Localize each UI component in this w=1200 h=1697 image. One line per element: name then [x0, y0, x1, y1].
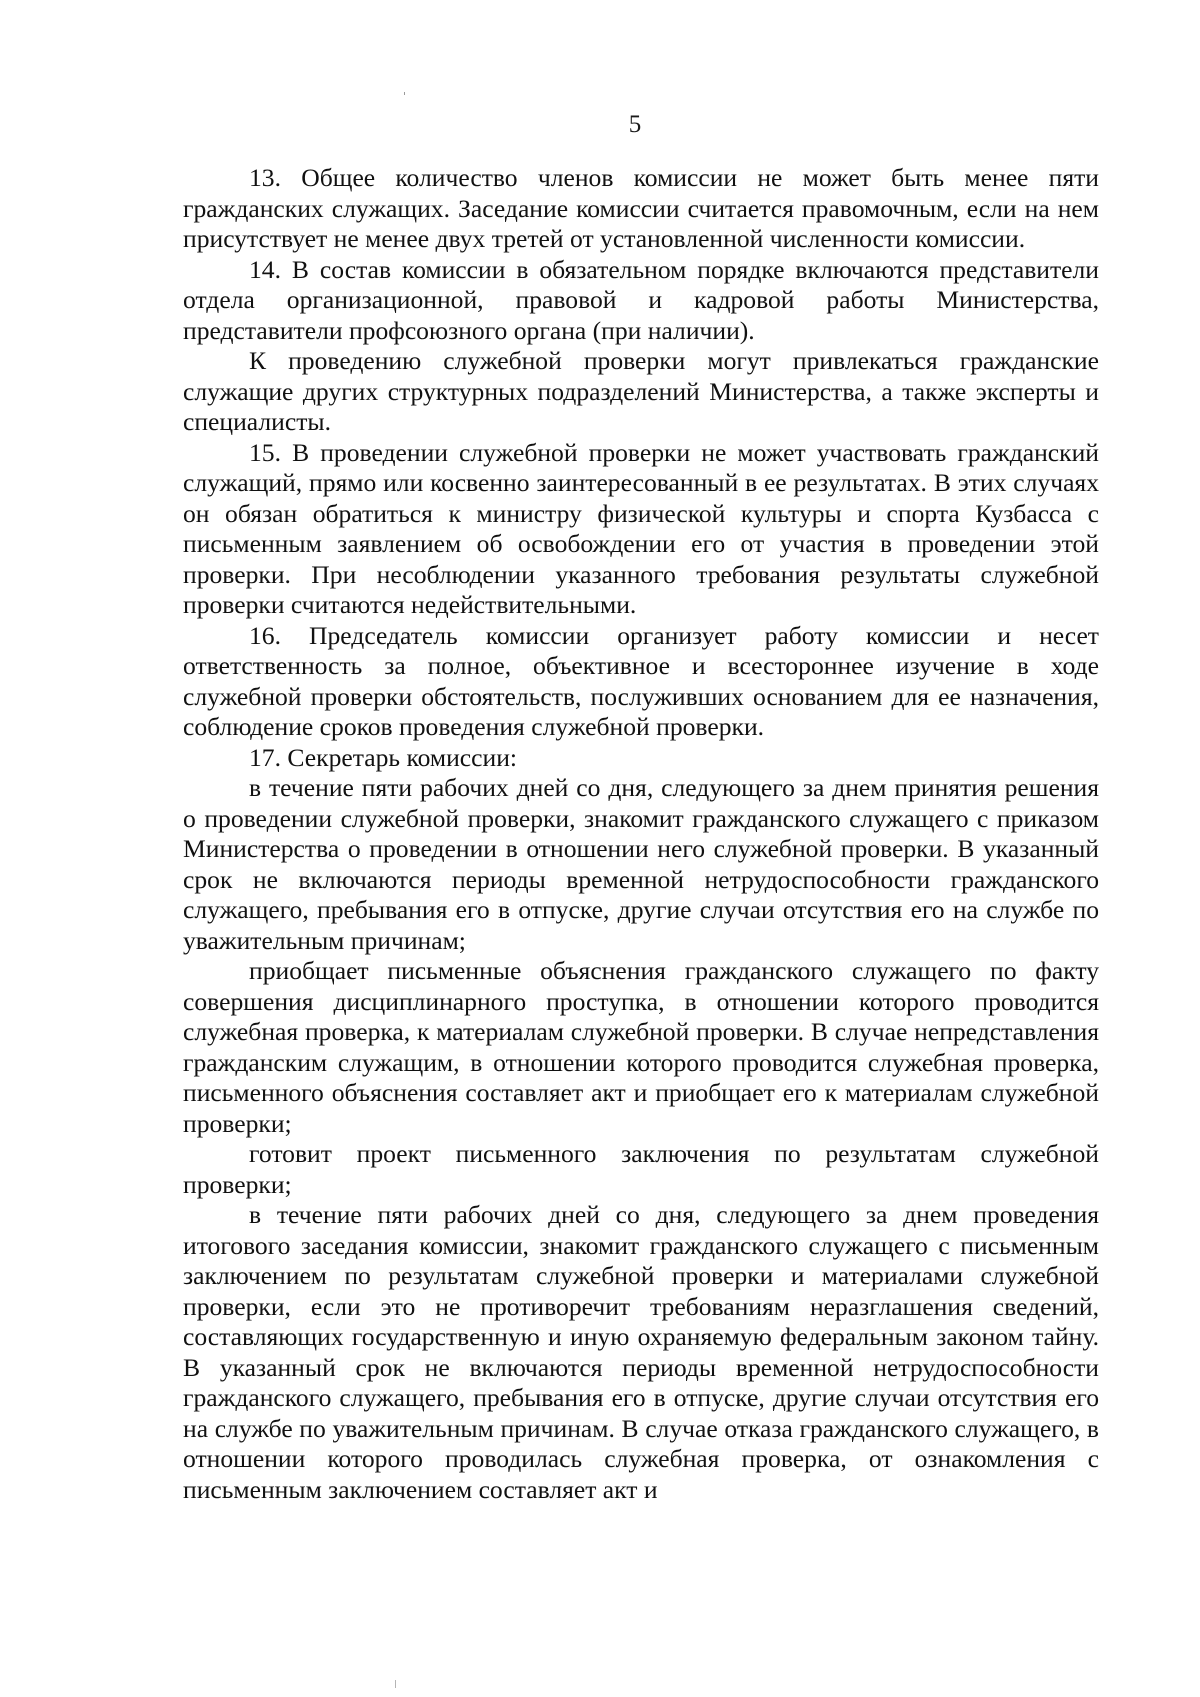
paragraph-16: 16. Председатель комиссии организует работу комиссии и несет ответственность за полное, объективное и всестороннее изучение в ходе служебной проверки обстоятельств, послуживших основанием для ее назначения, соблюдение сроков проведения служебной проверки. — [183, 620, 1099, 741]
paragraph-17-item-3: готовит проект письменного заключения по результатам служебной проверки; — [183, 1139, 1099, 1199]
page-number: 5 — [628, 111, 642, 138]
paragraph-17-item-2: приобщает письменные объяснения гражданского служащего по факту совершения дисциплинарного проступка, в отношении которого проводится служебная проверка, к материалам служебной проверки. В случае непредставления гражданским служащим, в отношении которого проводится служебная проверка, письменного объяснения составляет акт и приобщает его к материалам служебной проверки; — [183, 956, 1099, 1138]
paragraph-15: 15. В проведении служебной проверки не может участвовать гражданский служащий, прямо или косвенно заинтересованный в ее результатах. В этих случаях он обязан обратиться к министру физической культуры и спорта Кузбасса с письменным заявлением об освобождении его от участия в проведении этой проверки. При несоблюдении указанного требования результаты служебной проверки считаются недействительными. — [183, 437, 1099, 619]
paragraph-14-continued: К проведению служебной проверки могут привлекаться гражданские служащие других структурных подразделений Министерства, а также эксперты и специалисты. — [183, 346, 1099, 436]
paragraph-17-item-4: в течение пяти рабочих дней со дня, следующего за днем проведения итогового заседания комиссии, знакомит гражданского служащего с письменным заключением по результатам служебной проверки и материалами служебной проверки, если это не противоречит требованиям неразглашения сведений, составляющих государственную и иную охраняемую федеральным законом тайну. В указанный срок не включаются периоды временной нетрудоспособности гражданского служащего, пребывания его в отпуске, другие случаи отсутствия его на службе по уважительным причинам. В случае отказа гражданского служащего, в отношении которого проводилась служебная проверка, от ознакомления с письменным заключением составляет акт и — [183, 1200, 1099, 1504]
scan-artifact — [395, 1680, 396, 1688]
scan-artifact — [404, 92, 405, 95]
paragraph-14: 14. В состав комиссии в обязательном порядке включаются представители отдела организационной, правовой и кадровой работы Министерства, представители профсоюзного органа (при наличии). — [183, 254, 1099, 345]
paragraph-13: 13. Общее количество членов комиссии не может быть менее пяти гражданских служащих. Заседание комиссии считается правомочным, если на нем присутствует не менее двух третей от установленной численности комиссии. — [183, 163, 1099, 253]
document-body — [183, 163, 1099, 1505]
paragraph-17-heading: 17. Секретарь комиссии: — [249, 742, 518, 772]
paragraph-17-item-1: в течение пяти рабочих дней со дня, следующего за днем принятия решения о проведении служебной проверки, знакомит гражданского служащего с приказом Министерства о проведении в отношении него служебной проверки. В указанный срок не включаются периоды временной нетрудоспособности гражданского служащего, пребывания его в отпуске, другие случаи отсутствия его на службе по уважительным причинам; — [183, 773, 1099, 955]
